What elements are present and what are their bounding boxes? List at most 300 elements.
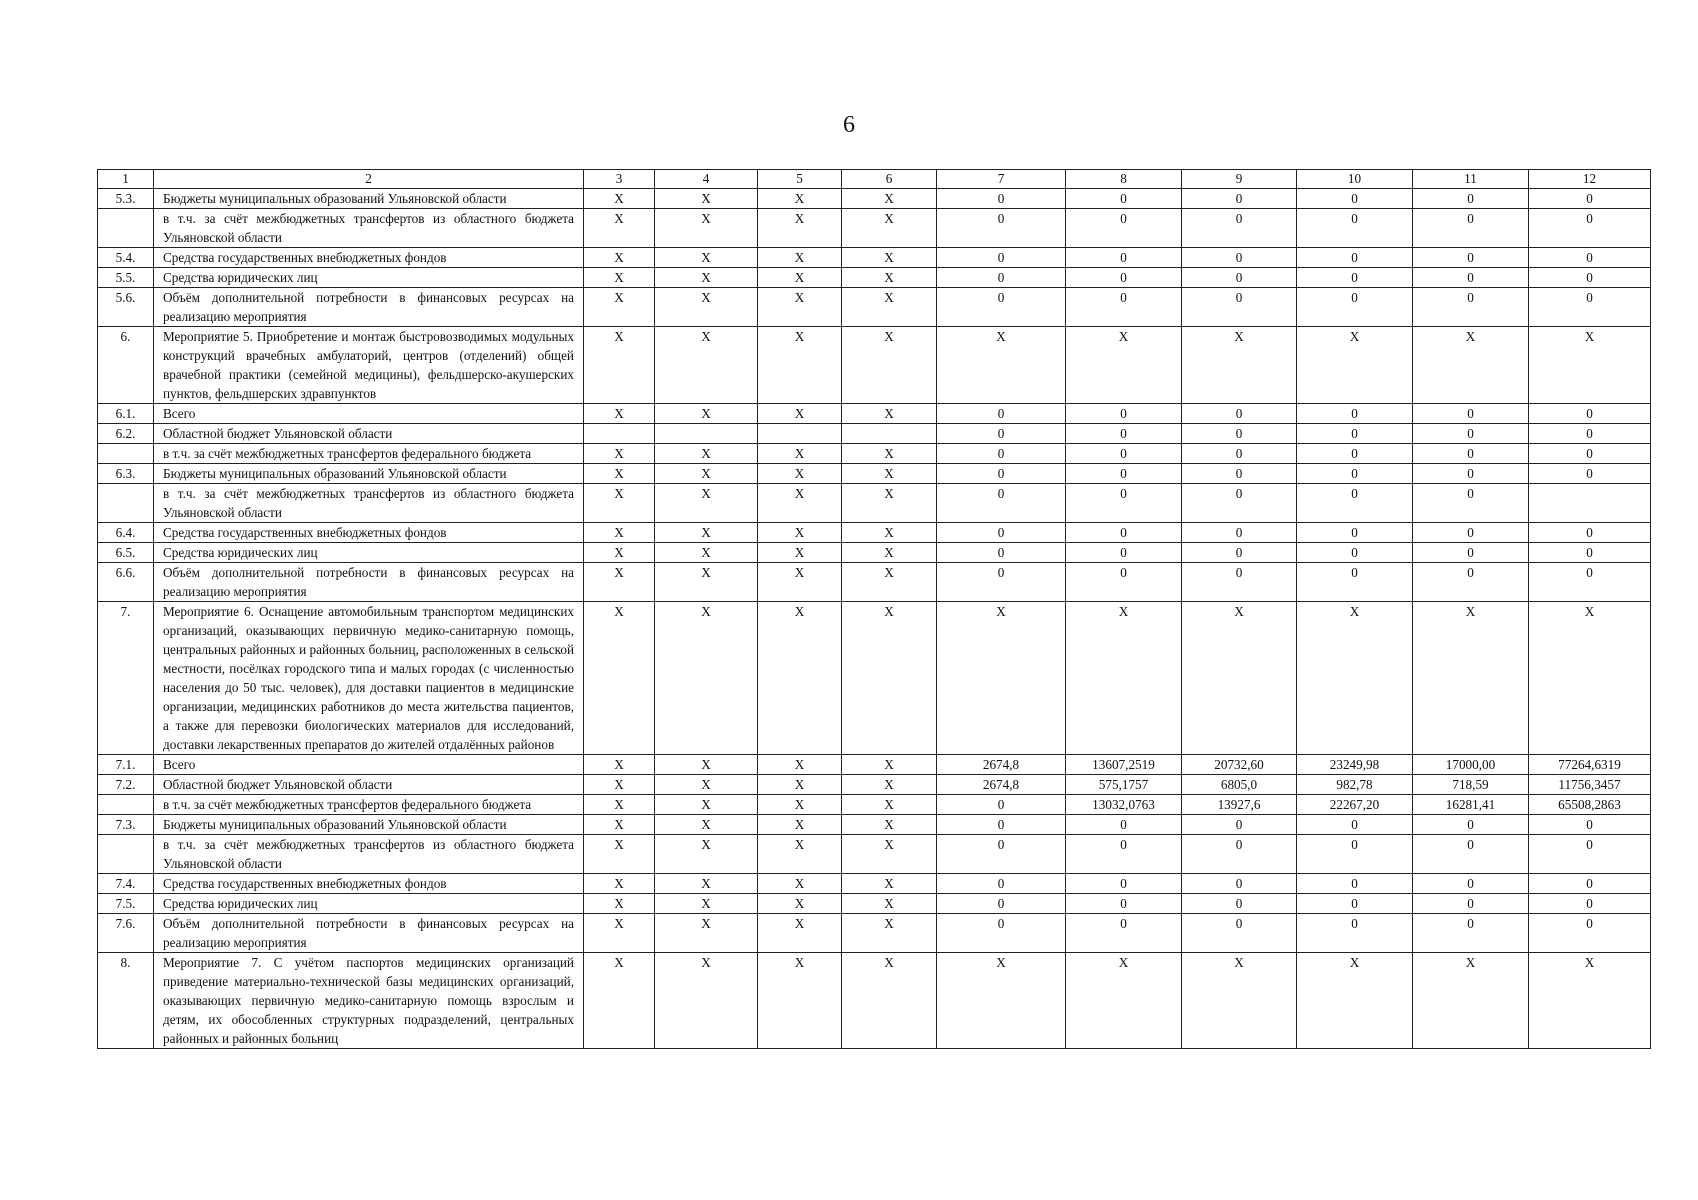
value-cell: 0: [1066, 444, 1182, 464]
row-number-cell: 7.6.: [98, 914, 154, 953]
value-cell: 0: [1297, 543, 1413, 563]
column-header: 10: [1297, 170, 1413, 189]
table-row: [98, 835, 1651, 874]
value-cell: 0: [1066, 424, 1182, 444]
value-cell: 0: [1066, 464, 1182, 484]
value-cell: X: [655, 189, 758, 209]
value-cell: 16281,41: [1413, 795, 1529, 815]
value-cell: X: [655, 755, 758, 775]
value-cell: X: [758, 795, 842, 815]
column-header: 4: [655, 170, 758, 189]
value-cell: 0: [1182, 543, 1297, 563]
value-cell: X: [584, 815, 655, 835]
column-header: 2: [154, 170, 584, 189]
value-cell: 0: [1182, 523, 1297, 543]
value-cell: 0: [1066, 874, 1182, 894]
value-cell: X: [1297, 953, 1413, 1049]
row-description-cell: Всего: [154, 404, 584, 424]
value-cell: X: [1297, 602, 1413, 755]
row-description-cell: Бюджеты муниципальных образований Ульяновской области: [154, 815, 584, 835]
value-cell: 0: [1529, 268, 1651, 288]
value-cell: X: [655, 288, 758, 327]
value-cell: 0: [1413, 288, 1529, 327]
row-description-cell: Средства государственных внебюджетных фондов: [154, 523, 584, 543]
value-cell: X: [758, 189, 842, 209]
value-cell: X: [842, 464, 937, 484]
value-cell: 0: [1182, 484, 1297, 523]
value-cell: 0: [1413, 424, 1529, 444]
value-cell: 0: [1182, 464, 1297, 484]
value-cell: 0: [1066, 914, 1182, 953]
column-header: 7: [937, 170, 1066, 189]
value-cell: X: [842, 815, 937, 835]
value-cell: 0: [1066, 523, 1182, 543]
column-header: 8: [1066, 170, 1182, 189]
value-cell: X: [758, 835, 842, 874]
row-number-cell: [98, 795, 154, 815]
value-cell: 0: [1182, 815, 1297, 835]
value-cell: X: [842, 953, 937, 1049]
row-number-cell: 7.: [98, 602, 154, 755]
value-cell: 0: [1182, 444, 1297, 464]
value-cell: 0: [1297, 464, 1413, 484]
value-cell: 0: [1529, 543, 1651, 563]
value-cell: X: [1413, 953, 1529, 1049]
row-description-cell: Областной бюджет Ульяновской области: [154, 424, 584, 444]
row-description-cell: в т.ч. за счёт межбюджетных трансфертов из областного бюджета Ульяновской области: [154, 835, 584, 874]
row-number-cell: 6.5.: [98, 543, 154, 563]
value-cell: 0: [1182, 268, 1297, 288]
value-cell: 0: [937, 563, 1066, 602]
value-cell: X: [842, 914, 937, 953]
value-cell: X: [758, 209, 842, 248]
value-cell: X: [584, 248, 655, 268]
value-cell: X: [758, 874, 842, 894]
row-description-cell: Областной бюджет Ульяновской области: [154, 775, 584, 795]
value-cell: 0: [1413, 543, 1529, 563]
value-cell: X: [655, 874, 758, 894]
budget-table: [97, 169, 1651, 1049]
value-cell: 0: [1182, 874, 1297, 894]
value-cell: X: [758, 815, 842, 835]
value-cell: 0: [1182, 209, 1297, 248]
value-cell: [1529, 484, 1651, 523]
value-cell: 0: [1413, 209, 1529, 248]
value-cell: 0: [1297, 484, 1413, 523]
table-row: [98, 755, 1651, 775]
table-row: [98, 874, 1651, 894]
value-cell: X: [758, 755, 842, 775]
row-number-cell: 7.3.: [98, 815, 154, 835]
value-cell: 0: [1529, 404, 1651, 424]
table-row: [98, 189, 1651, 209]
value-cell: X: [584, 755, 655, 775]
value-cell: X: [655, 404, 758, 424]
value-cell: 0: [1297, 914, 1413, 953]
row-description-cell: Средства юридических лиц: [154, 543, 584, 563]
value-cell: 0: [937, 543, 1066, 563]
value-cell: 0: [1297, 563, 1413, 602]
value-cell: X: [1529, 602, 1651, 755]
row-description-cell: в т.ч. за счёт межбюджетных трансфертов из областного бюджета Ульяновской области: [154, 484, 584, 523]
value-cell: 0: [1066, 189, 1182, 209]
column-header: 3: [584, 170, 655, 189]
row-number-cell: 8.: [98, 953, 154, 1049]
table-row: [98, 484, 1651, 523]
value-cell: X: [584, 209, 655, 248]
value-cell: 0: [1529, 815, 1651, 835]
value-cell: 0: [1066, 563, 1182, 602]
value-cell: X: [937, 953, 1066, 1049]
value-cell: 0: [1182, 404, 1297, 424]
row-description-cell: в т.ч. за счёт межбюджетных трансфертов федерального бюджета: [154, 444, 584, 464]
value-cell: X: [842, 484, 937, 523]
value-cell: X: [584, 602, 655, 755]
value-cell: X: [584, 543, 655, 563]
value-cell: X: [655, 327, 758, 404]
value-cell: 0: [1413, 248, 1529, 268]
value-cell: 0: [1066, 543, 1182, 563]
value-cell: X: [584, 563, 655, 602]
row-number-cell: 6.: [98, 327, 154, 404]
value-cell: 13607,2519: [1066, 755, 1182, 775]
value-cell: X: [1182, 602, 1297, 755]
value-cell: 0: [937, 209, 1066, 248]
row-description-cell: Средства юридических лиц: [154, 268, 584, 288]
value-cell: X: [842, 894, 937, 914]
value-cell: X: [758, 602, 842, 755]
value-cell: X: [842, 523, 937, 543]
value-cell: X: [655, 543, 758, 563]
row-description-cell: Объём дополнительной потребности в финансовых ресурсах на реализацию мероприятия: [154, 563, 584, 602]
value-cell: X: [758, 288, 842, 327]
row-description-cell: Бюджеты муниципальных образований Ульяновской области: [154, 464, 584, 484]
value-cell: 0: [1182, 835, 1297, 874]
value-cell: X: [584, 288, 655, 327]
value-cell: 0: [1413, 914, 1529, 953]
value-cell: X: [937, 327, 1066, 404]
value-cell: 0: [1529, 189, 1651, 209]
value-cell: 23249,98: [1297, 755, 1413, 775]
table-row: [98, 953, 1651, 1049]
row-number-cell: 7.1.: [98, 755, 154, 775]
value-cell: 0: [1413, 815, 1529, 835]
value-cell: 0: [1297, 835, 1413, 874]
value-cell: 0: [1066, 248, 1182, 268]
value-cell: 0: [1413, 835, 1529, 874]
value-cell: X: [842, 288, 937, 327]
value-cell: 0: [937, 835, 1066, 874]
table-row: [98, 563, 1651, 602]
row-number-cell: [98, 484, 154, 523]
row-description-cell: Мероприятие 5. Приобретение и монтаж быстровозводимых модульных конструкций врачебных амбулаторий, центров (отделений) общей врачебной практики (семейной медицины), фельдшерско-акушерских пунктов, фельдшерских здравпунктов: [154, 327, 584, 404]
value-cell: X: [1297, 327, 1413, 404]
value-cell: 13032,0763: [1066, 795, 1182, 815]
value-cell: 0: [1297, 424, 1413, 444]
value-cell: 2674,8: [937, 755, 1066, 775]
value-cell: 6805,0: [1182, 775, 1297, 795]
value-cell: 0: [1182, 424, 1297, 444]
value-cell: X: [655, 464, 758, 484]
value-cell: 0: [1413, 444, 1529, 464]
value-cell: X: [655, 795, 758, 815]
value-cell: 982,78: [1297, 775, 1413, 795]
value-cell: X: [655, 835, 758, 874]
value-cell: X: [842, 404, 937, 424]
table-row: [98, 464, 1651, 484]
value-cell: 0: [1529, 835, 1651, 874]
value-cell: X: [842, 444, 937, 464]
value-cell: 0: [1413, 268, 1529, 288]
value-cell: X: [1182, 953, 1297, 1049]
value-cell: 0: [937, 189, 1066, 209]
value-cell: X: [584, 484, 655, 523]
column-header: 1: [98, 170, 154, 189]
value-cell: X: [1182, 327, 1297, 404]
table-row: [98, 268, 1651, 288]
value-cell: [584, 424, 655, 444]
value-cell: X: [584, 523, 655, 543]
value-cell: 0: [1066, 209, 1182, 248]
value-cell: 0: [1297, 894, 1413, 914]
value-cell: X: [655, 444, 758, 464]
value-cell: 77264,6319: [1529, 755, 1651, 775]
column-header: 9: [1182, 170, 1297, 189]
value-cell: 0: [1297, 288, 1413, 327]
value-cell: 0: [937, 795, 1066, 815]
value-cell: 0: [937, 288, 1066, 327]
table-row: [98, 248, 1651, 268]
value-cell: 0: [1066, 894, 1182, 914]
value-cell: X: [1529, 327, 1651, 404]
value-cell: X: [758, 523, 842, 543]
column-header: 6: [842, 170, 937, 189]
value-cell: 0: [937, 404, 1066, 424]
row-number-cell: 7.5.: [98, 894, 154, 914]
value-cell: 0: [1529, 444, 1651, 464]
value-cell: X: [842, 268, 937, 288]
table-row: [98, 209, 1651, 248]
row-description-cell: Средства государственных внебюджетных фондов: [154, 874, 584, 894]
value-cell: 0: [1066, 484, 1182, 523]
value-cell: 0: [1182, 894, 1297, 914]
row-number-cell: 6.1.: [98, 404, 154, 424]
value-cell: 0: [1413, 464, 1529, 484]
value-cell: X: [842, 248, 937, 268]
value-cell: 0: [1297, 523, 1413, 543]
value-cell: X: [655, 268, 758, 288]
value-cell: 11756,3457: [1529, 775, 1651, 795]
value-cell: X: [655, 523, 758, 543]
value-cell: X: [758, 894, 842, 914]
table-row: [98, 815, 1651, 835]
value-cell: 0: [1182, 288, 1297, 327]
row-number-cell: 6.4.: [98, 523, 154, 543]
row-description-cell: Объём дополнительной потребности в финансовых ресурсах на реализацию мероприятия: [154, 914, 584, 953]
value-cell: X: [842, 543, 937, 563]
row-description-cell: Средства государственных внебюджетных фондов: [154, 248, 584, 268]
value-cell: 575,1757: [1066, 775, 1182, 795]
table-row: [98, 444, 1651, 464]
value-cell: 0: [1413, 484, 1529, 523]
value-cell: X: [1066, 953, 1182, 1049]
value-cell: X: [758, 464, 842, 484]
value-cell: 0: [1413, 563, 1529, 602]
value-cell: X: [655, 894, 758, 914]
value-cell: 0: [937, 424, 1066, 444]
value-cell: X: [842, 755, 937, 775]
value-cell: 0: [1182, 914, 1297, 953]
row-number-cell: 5.5.: [98, 268, 154, 288]
row-description-cell: Мероприятие 7. С учётом паспортов медицинских организаций приведение материально-технической базы медицинских организаций, оказывающих первичную медико-санитарную помощь взрослым и детям, их обособленных структурных подразделений, центральных районных и районных больниц: [154, 953, 584, 1049]
value-cell: X: [1066, 327, 1182, 404]
value-cell: 0: [1413, 523, 1529, 543]
value-cell: X: [758, 543, 842, 563]
value-cell: X: [758, 404, 842, 424]
value-cell: 718,59: [1413, 775, 1529, 795]
value-cell: 13927,6: [1182, 795, 1297, 815]
column-header: 12: [1529, 170, 1651, 189]
value-cell: 0: [1297, 248, 1413, 268]
value-cell: 0: [937, 444, 1066, 464]
value-cell: 0: [937, 464, 1066, 484]
row-number-cell: 5.3.: [98, 189, 154, 209]
value-cell: 0: [1066, 288, 1182, 327]
value-cell: 0: [937, 484, 1066, 523]
value-cell: 0: [1066, 404, 1182, 424]
value-cell: X: [655, 563, 758, 602]
table-row: [98, 404, 1651, 424]
value-cell: 0: [1529, 464, 1651, 484]
value-cell: X: [655, 602, 758, 755]
value-cell: X: [584, 464, 655, 484]
value-cell: X: [1066, 602, 1182, 755]
value-cell: 0: [1413, 894, 1529, 914]
value-cell: X: [758, 484, 842, 523]
row-number-cell: 6.6.: [98, 563, 154, 602]
value-cell: X: [758, 563, 842, 602]
value-cell: X: [584, 874, 655, 894]
value-cell: 0: [1297, 189, 1413, 209]
table-row: [98, 523, 1651, 543]
value-cell: X: [842, 835, 937, 874]
row-number-cell: [98, 444, 154, 464]
value-cell: X: [758, 914, 842, 953]
value-cell: 0: [1529, 523, 1651, 543]
value-cell: 0: [1529, 563, 1651, 602]
row-description-cell: Бюджеты муниципальных образований Ульяновской области: [154, 189, 584, 209]
value-cell: X: [655, 209, 758, 248]
row-number-cell: 6.2.: [98, 424, 154, 444]
row-number-cell: [98, 835, 154, 874]
value-cell: X: [842, 189, 937, 209]
value-cell: 0: [1066, 268, 1182, 288]
value-cell: 0: [1529, 424, 1651, 444]
header-row: [98, 170, 1651, 189]
table-row: [98, 894, 1651, 914]
value-cell: X: [655, 484, 758, 523]
value-cell: [758, 424, 842, 444]
value-cell: 0: [1413, 189, 1529, 209]
value-cell: 0: [1066, 835, 1182, 874]
row-description-cell: Всего: [154, 755, 584, 775]
value-cell: X: [1413, 327, 1529, 404]
value-cell: 0: [937, 894, 1066, 914]
row-description-cell: в т.ч. за счёт межбюджетных трансфертов из областного бюджета Ульяновской области: [154, 209, 584, 248]
value-cell: 0: [937, 268, 1066, 288]
value-cell: X: [655, 953, 758, 1049]
value-cell: 0: [1297, 874, 1413, 894]
row-description-cell: Мероприятие 6. Оснащение автомобильным транспортом медицинских организаций, оказывающих первичную медико-санитарную помощь, центральных районных и районных больниц, расположенных в сельской местности, посёлках городского типа и малых городах (с численностью населения до 50 тыс. человек), для доставки пациентов в медицинские организации, медицинских работников до места жительства пациентов, а также для перевозки биологических материалов для исследований, доставки лекарственных препаратов до жителей отдалённых районов: [154, 602, 584, 755]
value-cell: 17000,00: [1413, 755, 1529, 775]
value-cell: X: [584, 914, 655, 953]
value-cell: 0: [937, 523, 1066, 543]
value-cell: 0: [1066, 815, 1182, 835]
value-cell: 0: [937, 914, 1066, 953]
value-cell: 22267,20: [1297, 795, 1413, 815]
value-cell: X: [584, 444, 655, 464]
row-number-cell: 6.3.: [98, 464, 154, 484]
row-description-cell: Средства юридических лиц: [154, 894, 584, 914]
value-cell: 0: [937, 815, 1066, 835]
value-cell: X: [655, 775, 758, 795]
value-cell: 2674,8: [937, 775, 1066, 795]
value-cell: 0: [1529, 248, 1651, 268]
row-description-cell: в т.ч. за счёт межбюджетных трансфертов федерального бюджета: [154, 795, 584, 815]
row-number-cell: 5.6.: [98, 288, 154, 327]
value-cell: 0: [1297, 815, 1413, 835]
value-cell: 0: [1529, 894, 1651, 914]
value-cell: 0: [1529, 914, 1651, 953]
value-cell: 0: [1413, 404, 1529, 424]
value-cell: 0: [1529, 209, 1651, 248]
row-number-cell: 7.2.: [98, 775, 154, 795]
value-cell: X: [758, 268, 842, 288]
table-row: [98, 424, 1651, 444]
value-cell: X: [584, 404, 655, 424]
value-cell: X: [584, 775, 655, 795]
value-cell: X: [655, 815, 758, 835]
value-cell: X: [584, 795, 655, 815]
table-row: [98, 602, 1651, 755]
value-cell: 0: [1529, 874, 1651, 894]
value-cell: X: [842, 602, 937, 755]
value-cell: 0: [1413, 874, 1529, 894]
value-cell: [842, 424, 937, 444]
page-number: 6: [843, 112, 855, 138]
value-cell: X: [584, 835, 655, 874]
table-row: [98, 795, 1651, 815]
value-cell: X: [584, 327, 655, 404]
value-cell: X: [842, 327, 937, 404]
value-cell: X: [842, 209, 937, 248]
value-cell: X: [842, 563, 937, 602]
value-cell: X: [758, 953, 842, 1049]
value-cell: X: [584, 189, 655, 209]
value-cell: 0: [1297, 444, 1413, 464]
row-number-cell: 7.4.: [98, 874, 154, 894]
value-cell: 0: [1529, 288, 1651, 327]
value-cell: X: [758, 248, 842, 268]
value-cell: X: [758, 327, 842, 404]
row-number-cell: 5.4.: [98, 248, 154, 268]
table-row: [98, 288, 1651, 327]
value-cell: X: [842, 795, 937, 815]
value-cell: X: [842, 874, 937, 894]
value-cell: X: [1529, 953, 1651, 1049]
table-row: [98, 327, 1651, 404]
value-cell: X: [937, 602, 1066, 755]
